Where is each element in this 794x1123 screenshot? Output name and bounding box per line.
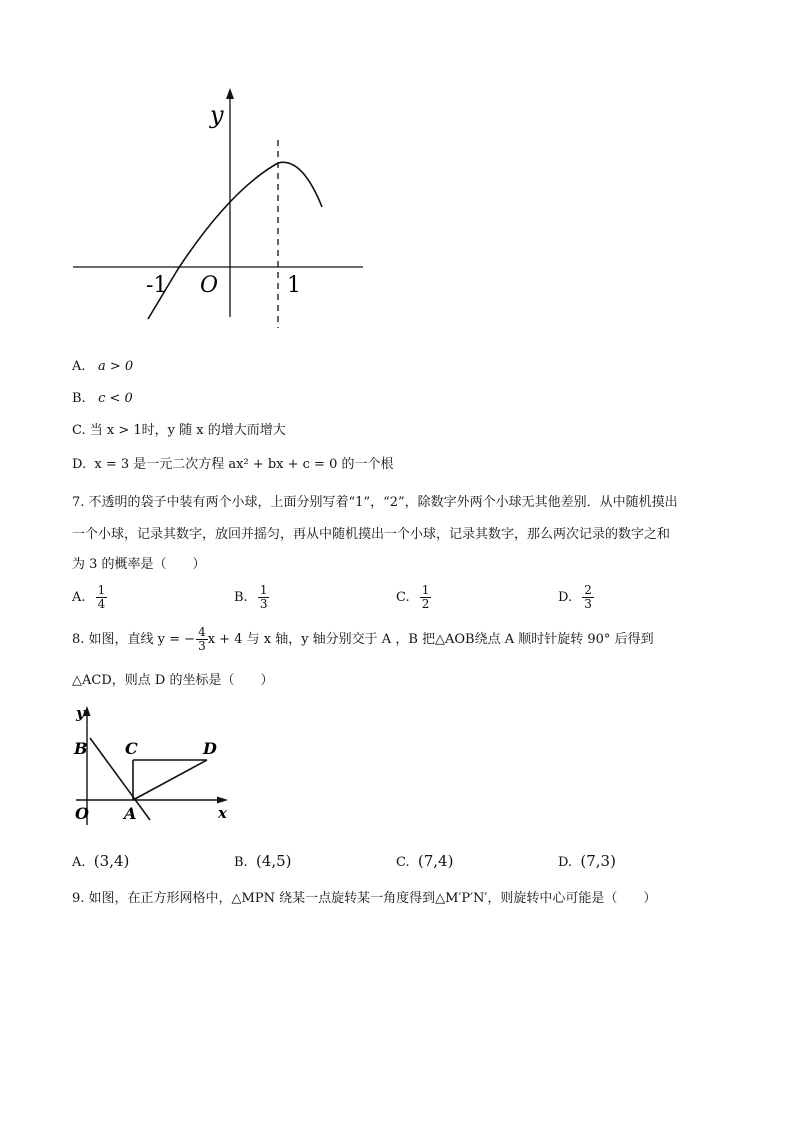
q6-option-d <box>72 456 394 474</box>
q7-line-1: 7. 不透明的袋子中装有两个小球，上面分别写着“1”，“2”，除数字外两个小球无其他差别．从中随机摸出 <box>72 495 678 510</box>
q7-option-c-letter: C. <box>396 590 410 605</box>
q6-option-a-text: a > 0 <box>97 359 134 374</box>
y-axis-arrow <box>226 88 234 99</box>
q8-option-c-text: (7,4) <box>417 852 454 870</box>
line-ab <box>90 738 150 820</box>
q6-option-c-letter: C. <box>72 423 86 438</box>
q6-option-b-letter: B. <box>72 391 86 406</box>
q7-line-3: 为 3 的概率是（ ） <box>72 557 206 572</box>
q6-option-b <box>72 390 133 408</box>
origin-label: O <box>200 273 219 298</box>
q8-option-a: A. (3,4) <box>72 852 130 870</box>
q7-option-b-fraction: $\frac{1}{3}$ <box>259 583 268 611</box>
q6-option-d-letter: D. <box>72 457 87 472</box>
q6-option-c-text: 当 x > 1时，y 随 x 的增大而增大 <box>89 423 286 438</box>
parabola-figure <box>70 85 370 330</box>
q6-option-a-letter: A. <box>72 359 86 374</box>
fig2-y-label: y <box>76 704 85 722</box>
q7-option-d-letter: D. <box>558 590 573 605</box>
q8-option-a-text: (3,4) <box>93 852 130 870</box>
neg-one-label: -1 <box>146 273 168 298</box>
q7-line-2: 一个小球，记录其数字，放回并摇匀，再从中随机摸出一个小球，记录其数字，那么两次记录的数字之和 <box>72 527 671 542</box>
fig2-x-arrow <box>217 797 228 804</box>
q6-option-b-text: c < 0 <box>98 391 133 406</box>
q8-option-d: D. (7,3) <box>558 852 616 870</box>
y-label: y <box>210 101 224 129</box>
q7-option-b-letter: B. <box>234 590 248 605</box>
segment-ad <box>133 760 207 800</box>
label-a: A <box>124 804 137 823</box>
q8-option-d-text: (7,3) <box>580 852 616 870</box>
q7-option-a-letter: A. <box>72 590 86 605</box>
q7-option-a <box>72 584 107 611</box>
q7-option-d <box>558 584 594 611</box>
label-d: D <box>203 739 217 758</box>
q7-option-a-fraction: $\frac{1}{4}$ <box>97 583 106 611</box>
q9-line-1: 9. 如图，在正方形网格中，△MPN 绕某一点旋转某一角度得到△M′P′N′，则旋转中心可能是（ ） <box>72 891 657 906</box>
q8-option-c: C. (7,4) <box>396 852 454 870</box>
q7-option-c <box>396 584 431 611</box>
q7-option-c-fraction: $\frac{1}{2}$ <box>421 583 430 611</box>
q7-option-d-fraction: $\frac{2}{3}$ <box>584 583 592 611</box>
q6-option-d-text: x = 3 是一元二次方程 ax² + bx + c = 0 的一个根 <box>94 457 394 472</box>
q6-option-a <box>72 358 133 376</box>
label-b: B <box>74 739 88 758</box>
q8-option-b: B. (4,5) <box>234 852 292 870</box>
rotation-figure <box>70 700 240 830</box>
q8-line-2: △ACD，则点 D 的坐标是（ ） <box>72 673 274 688</box>
q7-option-b <box>234 584 269 611</box>
fig2-x-label: x <box>218 804 227 822</box>
q8-option-b-text: (4,5) <box>255 852 292 870</box>
q8-slope-fraction: $\frac{4}{3}$ <box>198 625 206 653</box>
q6-option-c <box>72 422 286 440</box>
label-c: C <box>125 739 138 758</box>
label-o: O <box>75 804 89 823</box>
one-label: 1 <box>287 273 301 298</box>
q8-line-1: 8. 如图，直线 y = − $\frac{4}{3}$ x + 4 与 x 轴，y 轴分别交于 A ，B 把△AOB绕点 A 顺时针旋转 90° 后得到 <box>72 625 654 653</box>
